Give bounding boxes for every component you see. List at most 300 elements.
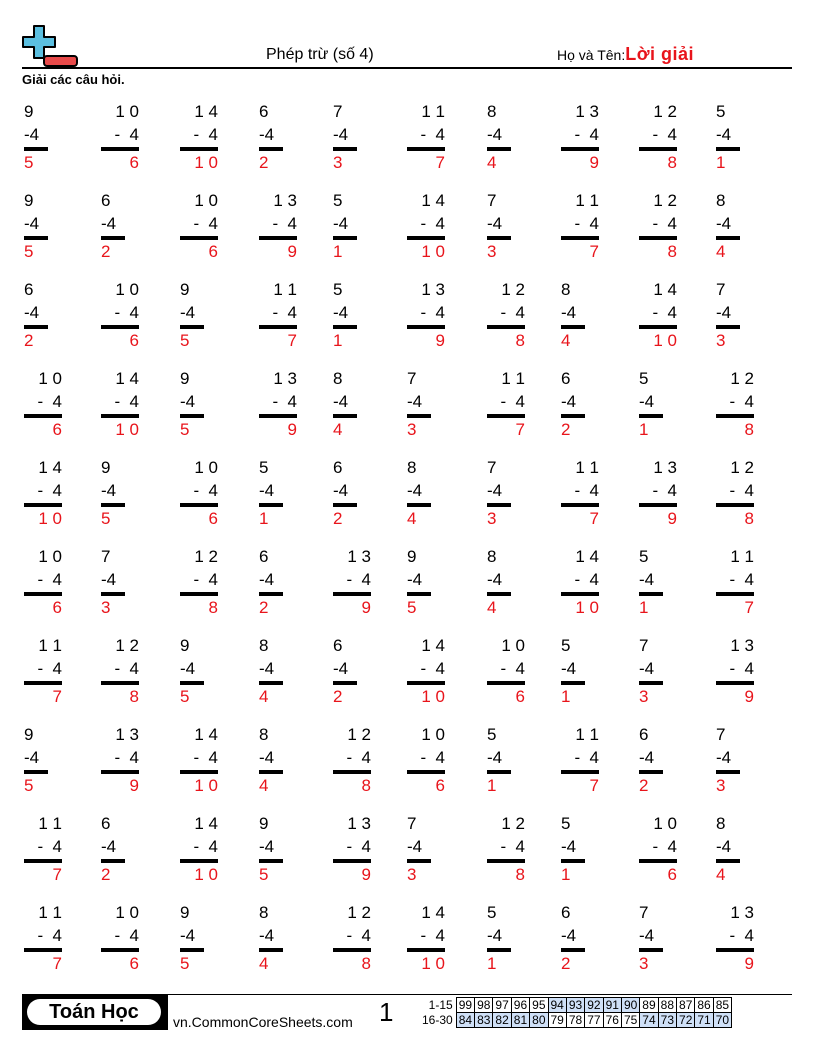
answer: 1 0	[421, 954, 445, 973]
answer: 1	[639, 420, 649, 439]
minuend: 1 4	[653, 280, 677, 299]
subtrahend: - 4	[729, 481, 754, 500]
answer: 5	[259, 865, 269, 884]
minuend: 1 0	[653, 814, 677, 833]
minuend: 1 4	[38, 458, 62, 477]
score-cell: 95	[530, 998, 548, 1013]
subtrahend: -4	[561, 659, 577, 678]
subtrahend: -4	[716, 748, 732, 767]
answer: 4	[407, 509, 417, 528]
subtrahend: -4	[639, 570, 655, 589]
minuend: 9	[180, 903, 190, 922]
answer: 2	[561, 420, 571, 439]
subtrahend: - 4	[37, 837, 62, 856]
subtrahend: -4	[716, 214, 732, 233]
problem	[24, 634, 62, 708]
answer: 9	[361, 598, 371, 617]
minuend: 1 3	[421, 280, 445, 299]
minuend: 9	[24, 102, 34, 121]
subtrahend: -4	[101, 837, 117, 856]
problem	[716, 545, 754, 619]
minuend: 7	[101, 547, 111, 566]
score-cell: 96	[511, 998, 529, 1013]
minuend: 6	[333, 458, 343, 477]
subtrahend: -4	[333, 659, 349, 678]
score-cell: 92	[585, 998, 603, 1013]
answer: 9	[361, 865, 371, 884]
subtrahend: - 4	[37, 570, 62, 589]
problem	[101, 278, 139, 352]
minuend: 7	[639, 903, 649, 922]
answer: 7	[744, 598, 754, 617]
minuend: 1 1	[38, 636, 62, 655]
minuend: 8	[333, 369, 343, 388]
problem	[24, 278, 48, 352]
subtrahend: - 4	[272, 303, 297, 322]
answer: 5	[180, 687, 190, 706]
problem	[639, 456, 677, 530]
minuend: 1 4	[194, 102, 218, 121]
problem	[716, 634, 754, 708]
answer: 6	[208, 242, 218, 261]
subtrahend: -4	[180, 303, 196, 322]
subtrahend: - 4	[652, 214, 677, 233]
answer: 3	[487, 509, 497, 528]
subtrahend: -4	[333, 303, 349, 322]
answer: 1 0	[575, 598, 599, 617]
subtrahend: - 4	[729, 659, 754, 678]
subtrahend: -4	[639, 748, 655, 767]
answer: 3	[639, 687, 649, 706]
minuend: 1 4	[421, 191, 445, 210]
problem	[259, 367, 297, 441]
answer: 3	[716, 331, 726, 350]
minuend: 1 0	[115, 903, 139, 922]
subtrahend: -4	[180, 392, 196, 411]
subtrahend: - 4	[193, 570, 218, 589]
problem	[101, 456, 125, 530]
problem	[407, 278, 445, 352]
problem	[333, 634, 357, 708]
minuend: 9	[407, 547, 417, 566]
subtrahend: -4	[259, 748, 275, 767]
problem	[180, 634, 204, 708]
answer: 5	[180, 954, 190, 973]
subtrahend: -4	[259, 125, 275, 144]
subtrahend: - 4	[114, 926, 139, 945]
minuend: 1 1	[730, 547, 754, 566]
score-cell: 75	[621, 1013, 639, 1028]
problem	[333, 189, 357, 263]
minuend: 6	[561, 369, 571, 388]
subtrahend: - 4	[272, 214, 297, 233]
problem	[24, 901, 62, 975]
problem	[24, 189, 48, 263]
minuend: 5	[487, 903, 497, 922]
subtrahend: -4	[180, 926, 196, 945]
minuend: 8	[487, 547, 497, 566]
problem	[561, 545, 599, 619]
problem	[639, 901, 663, 975]
answer: 9	[129, 776, 139, 795]
problem	[407, 100, 445, 174]
answer: 7	[287, 331, 297, 350]
problem	[333, 367, 357, 441]
page-number: 1	[379, 997, 394, 1027]
site-url: vn.CommonCoreSheets.com	[173, 1014, 353, 1030]
problem	[333, 100, 357, 174]
answer: 6	[515, 687, 525, 706]
problem	[487, 634, 525, 708]
minuend: 1 3	[653, 458, 677, 477]
answer: 6	[52, 598, 62, 617]
subtrahend: -4	[24, 125, 40, 144]
problem	[407, 901, 445, 975]
minuend: 8	[561, 280, 571, 299]
subtrahend: -4	[259, 926, 275, 945]
problem	[24, 100, 48, 174]
answer: 1 0	[653, 331, 677, 350]
problem	[407, 189, 445, 263]
minuend: 7	[407, 369, 417, 388]
problem	[101, 545, 125, 619]
answer: 1	[487, 954, 497, 973]
subtrahend: - 4	[500, 837, 525, 856]
subtrahend: - 4	[114, 748, 139, 767]
problem	[180, 100, 218, 174]
minuend: 5	[561, 814, 571, 833]
score-cell: 82	[493, 1013, 511, 1028]
problem	[716, 723, 740, 797]
problem	[333, 545, 371, 619]
problem	[259, 812, 283, 886]
subtrahend: -4	[561, 926, 577, 945]
minuend: 8	[487, 102, 497, 121]
subtrahend: - 4	[193, 481, 218, 500]
answer: 8	[129, 687, 139, 706]
problem	[639, 367, 663, 441]
subtrahend: -4	[333, 214, 349, 233]
minuend: 1 3	[347, 814, 371, 833]
answer: 3	[487, 242, 497, 261]
subtrahend: -4	[487, 570, 503, 589]
answer: 6	[208, 509, 218, 528]
answer: 4	[716, 865, 726, 884]
minuend: 1 1	[575, 725, 599, 744]
subtrahend: - 4	[37, 481, 62, 500]
answer: 7	[52, 865, 62, 884]
answer: 5	[24, 242, 34, 261]
answer: 4	[259, 776, 269, 795]
score-cell: 77	[585, 1013, 603, 1028]
minuend: 6	[639, 725, 649, 744]
score-cell: 86	[695, 998, 713, 1013]
problem	[716, 812, 740, 886]
subtrahend: - 4	[500, 303, 525, 322]
problem	[716, 456, 754, 530]
subtrahend: - 4	[37, 926, 62, 945]
answer: 4	[716, 242, 726, 261]
subtrahend: - 4	[729, 392, 754, 411]
answer: 6	[667, 865, 677, 884]
subtrahend: - 4	[420, 748, 445, 767]
subtrahend: -4	[487, 748, 503, 767]
subtrahend: -4	[639, 926, 655, 945]
subtrahend: -4	[407, 837, 423, 856]
answer: 7	[435, 153, 445, 172]
subtrahend: - 4	[729, 570, 754, 589]
minuend: 7	[716, 725, 726, 744]
score-cell: 87	[677, 998, 695, 1013]
answer: 4	[487, 153, 497, 172]
minuend: 5	[561, 636, 571, 655]
problem	[259, 456, 283, 530]
answer: 2	[101, 242, 111, 261]
problem	[407, 545, 431, 619]
subtrahend: - 4	[420, 125, 445, 144]
minuend: 1 0	[115, 102, 139, 121]
answer: 7	[589, 242, 599, 261]
minuend: 5	[639, 547, 649, 566]
minuend: 7	[407, 814, 417, 833]
minuend: 1 3	[273, 369, 297, 388]
answer: 9	[435, 331, 445, 350]
minuend: 7	[333, 102, 343, 121]
problem	[259, 634, 283, 708]
minuend: 1 1	[575, 191, 599, 210]
problem	[333, 723, 371, 797]
minuend: 1 1	[38, 814, 62, 833]
problem	[101, 723, 139, 797]
answer: 4	[561, 331, 571, 350]
minuend: 1 4	[194, 725, 218, 744]
problem	[180, 901, 204, 975]
problem	[180, 723, 218, 797]
subtrahend: -4	[561, 392, 577, 411]
answer: 1	[561, 687, 571, 706]
minuend: 8	[259, 725, 269, 744]
problem	[487, 367, 525, 441]
minuend: 8	[407, 458, 417, 477]
problem	[716, 189, 740, 263]
subtrahend: - 4	[420, 659, 445, 678]
answer: 4	[487, 598, 497, 617]
plus-minus-logo-icon	[22, 25, 80, 67]
minuend: 1 3	[730, 636, 754, 655]
problem	[333, 812, 371, 886]
answer: 5	[101, 509, 111, 528]
subtrahend: -4	[333, 125, 349, 144]
problem	[561, 189, 599, 263]
answer: 8	[515, 865, 525, 884]
problem	[561, 456, 599, 530]
score-row	[420, 1013, 732, 1028]
subtrahend: - 4	[574, 481, 599, 500]
subtrahend: - 4	[346, 926, 371, 945]
minuend: 1 4	[421, 636, 445, 655]
problem	[259, 901, 283, 975]
answer: 9	[287, 420, 297, 439]
problem	[561, 723, 599, 797]
problem	[333, 278, 357, 352]
problem	[180, 456, 218, 530]
subtrahend: -4	[407, 392, 423, 411]
minuend: 6	[561, 903, 571, 922]
problem	[24, 367, 62, 441]
score-cell: 93	[566, 998, 584, 1013]
problem	[716, 278, 740, 352]
subtrahend: - 4	[272, 392, 297, 411]
score-cell: 85	[713, 998, 731, 1013]
subtrahend: -4	[487, 481, 503, 500]
answer: 8	[744, 509, 754, 528]
subtrahend: -4	[561, 303, 577, 322]
subtrahend: - 4	[652, 303, 677, 322]
minuend: 1 0	[115, 280, 139, 299]
answer: 1	[561, 865, 571, 884]
problem	[24, 723, 48, 797]
answer: 6	[129, 954, 139, 973]
score-range-label: 16-30	[422, 1013, 453, 1027]
minuend: 1 2	[115, 636, 139, 655]
answer: 1	[639, 598, 649, 617]
subtrahend: -4	[716, 303, 732, 322]
problem	[407, 456, 431, 530]
minuend: 1 2	[501, 814, 525, 833]
answer: 7	[52, 954, 62, 973]
subtrahend: - 4	[193, 748, 218, 767]
problem	[407, 812, 431, 886]
subtrahend: - 4	[193, 837, 218, 856]
subtrahend: -4	[716, 837, 732, 856]
name-label: Họ và Tên:	[557, 47, 626, 63]
name-field	[557, 44, 694, 65]
minuend: 7	[487, 191, 497, 210]
answer: 1 0	[115, 420, 139, 439]
answer: 8	[667, 242, 677, 261]
subtrahend: - 4	[420, 303, 445, 322]
answer: 2	[333, 509, 343, 528]
score-cell: 94	[548, 998, 566, 1013]
subtrahend: -4	[407, 570, 423, 589]
problem	[333, 901, 371, 975]
subtrahend: - 4	[574, 214, 599, 233]
minuend: 1 1	[575, 458, 599, 477]
score-cell: 78	[566, 1013, 584, 1028]
answer: 5	[180, 331, 190, 350]
minuend: 7	[716, 280, 726, 299]
answer: 5	[180, 420, 190, 439]
answer: 1 0	[194, 153, 218, 172]
subtrahend: - 4	[114, 392, 139, 411]
problem	[259, 545, 283, 619]
score-cell: 70	[713, 1013, 731, 1028]
subtrahend: -4	[101, 570, 117, 589]
minuend: 8	[716, 191, 726, 210]
minuend: 6	[101, 814, 111, 833]
minuend: 1 3	[115, 725, 139, 744]
minuend: 1 2	[730, 369, 754, 388]
answer: 7	[589, 776, 599, 795]
minuend: 8	[259, 636, 269, 655]
problem	[487, 901, 511, 975]
answer: 8	[744, 420, 754, 439]
problem	[487, 723, 511, 797]
minuend: 1 2	[347, 903, 371, 922]
problem	[639, 723, 663, 797]
problem	[561, 634, 585, 708]
answer: 2	[101, 865, 111, 884]
problem	[101, 812, 125, 886]
minuend: 6	[259, 102, 269, 121]
answer: 2	[24, 331, 34, 350]
subtrahend: -4	[487, 125, 503, 144]
subtrahend: -4	[24, 303, 40, 322]
answer: 9	[744, 954, 754, 973]
score-cell: 89	[640, 998, 658, 1013]
minuend: 1 2	[501, 280, 525, 299]
answer: 4	[333, 420, 343, 439]
subtrahend: -4	[101, 214, 117, 233]
subtrahend: - 4	[114, 125, 139, 144]
score-cell: 81	[511, 1013, 529, 1028]
problem	[639, 278, 677, 352]
problem	[259, 723, 283, 797]
worksheet-title: Phép trừ (số 4)	[266, 46, 374, 63]
minuend: 8	[716, 814, 726, 833]
answer: 6	[435, 776, 445, 795]
problem	[716, 367, 754, 441]
problem	[487, 100, 511, 174]
problem	[639, 189, 677, 263]
subtrahend: -4	[561, 837, 577, 856]
minuend: 6	[333, 636, 343, 655]
answer: 5	[24, 776, 34, 795]
problem	[487, 545, 511, 619]
answer: 3	[639, 954, 649, 973]
problem	[639, 545, 663, 619]
subtrahend: - 4	[500, 392, 525, 411]
answer: 7	[52, 687, 62, 706]
instructions: Giải các câu hỏi.	[22, 72, 125, 87]
problem	[487, 189, 511, 263]
answer: 4	[259, 954, 269, 973]
problem	[639, 100, 677, 174]
score-table	[420, 997, 732, 1028]
score-cell: 88	[658, 998, 676, 1013]
subtrahend: - 4	[420, 926, 445, 945]
brand-badge	[22, 995, 168, 1030]
answer: 2	[333, 687, 343, 706]
minuend: 7	[487, 458, 497, 477]
score-range-label: 1-15	[428, 998, 453, 1012]
answer: 1 0	[194, 865, 218, 884]
problem	[561, 812, 585, 886]
answer: 1	[333, 331, 343, 350]
problem	[561, 100, 599, 174]
problem	[487, 812, 525, 886]
minuend: 9	[259, 814, 269, 833]
subtrahend: -4	[259, 570, 275, 589]
minuend: 1 0	[501, 636, 525, 655]
problem	[561, 901, 585, 975]
answer: 1 0	[421, 687, 445, 706]
subtrahend: - 4	[652, 125, 677, 144]
subtrahend: - 4	[114, 659, 139, 678]
problem	[259, 278, 297, 352]
score-cell: 76	[603, 1013, 621, 1028]
problem	[180, 812, 218, 886]
